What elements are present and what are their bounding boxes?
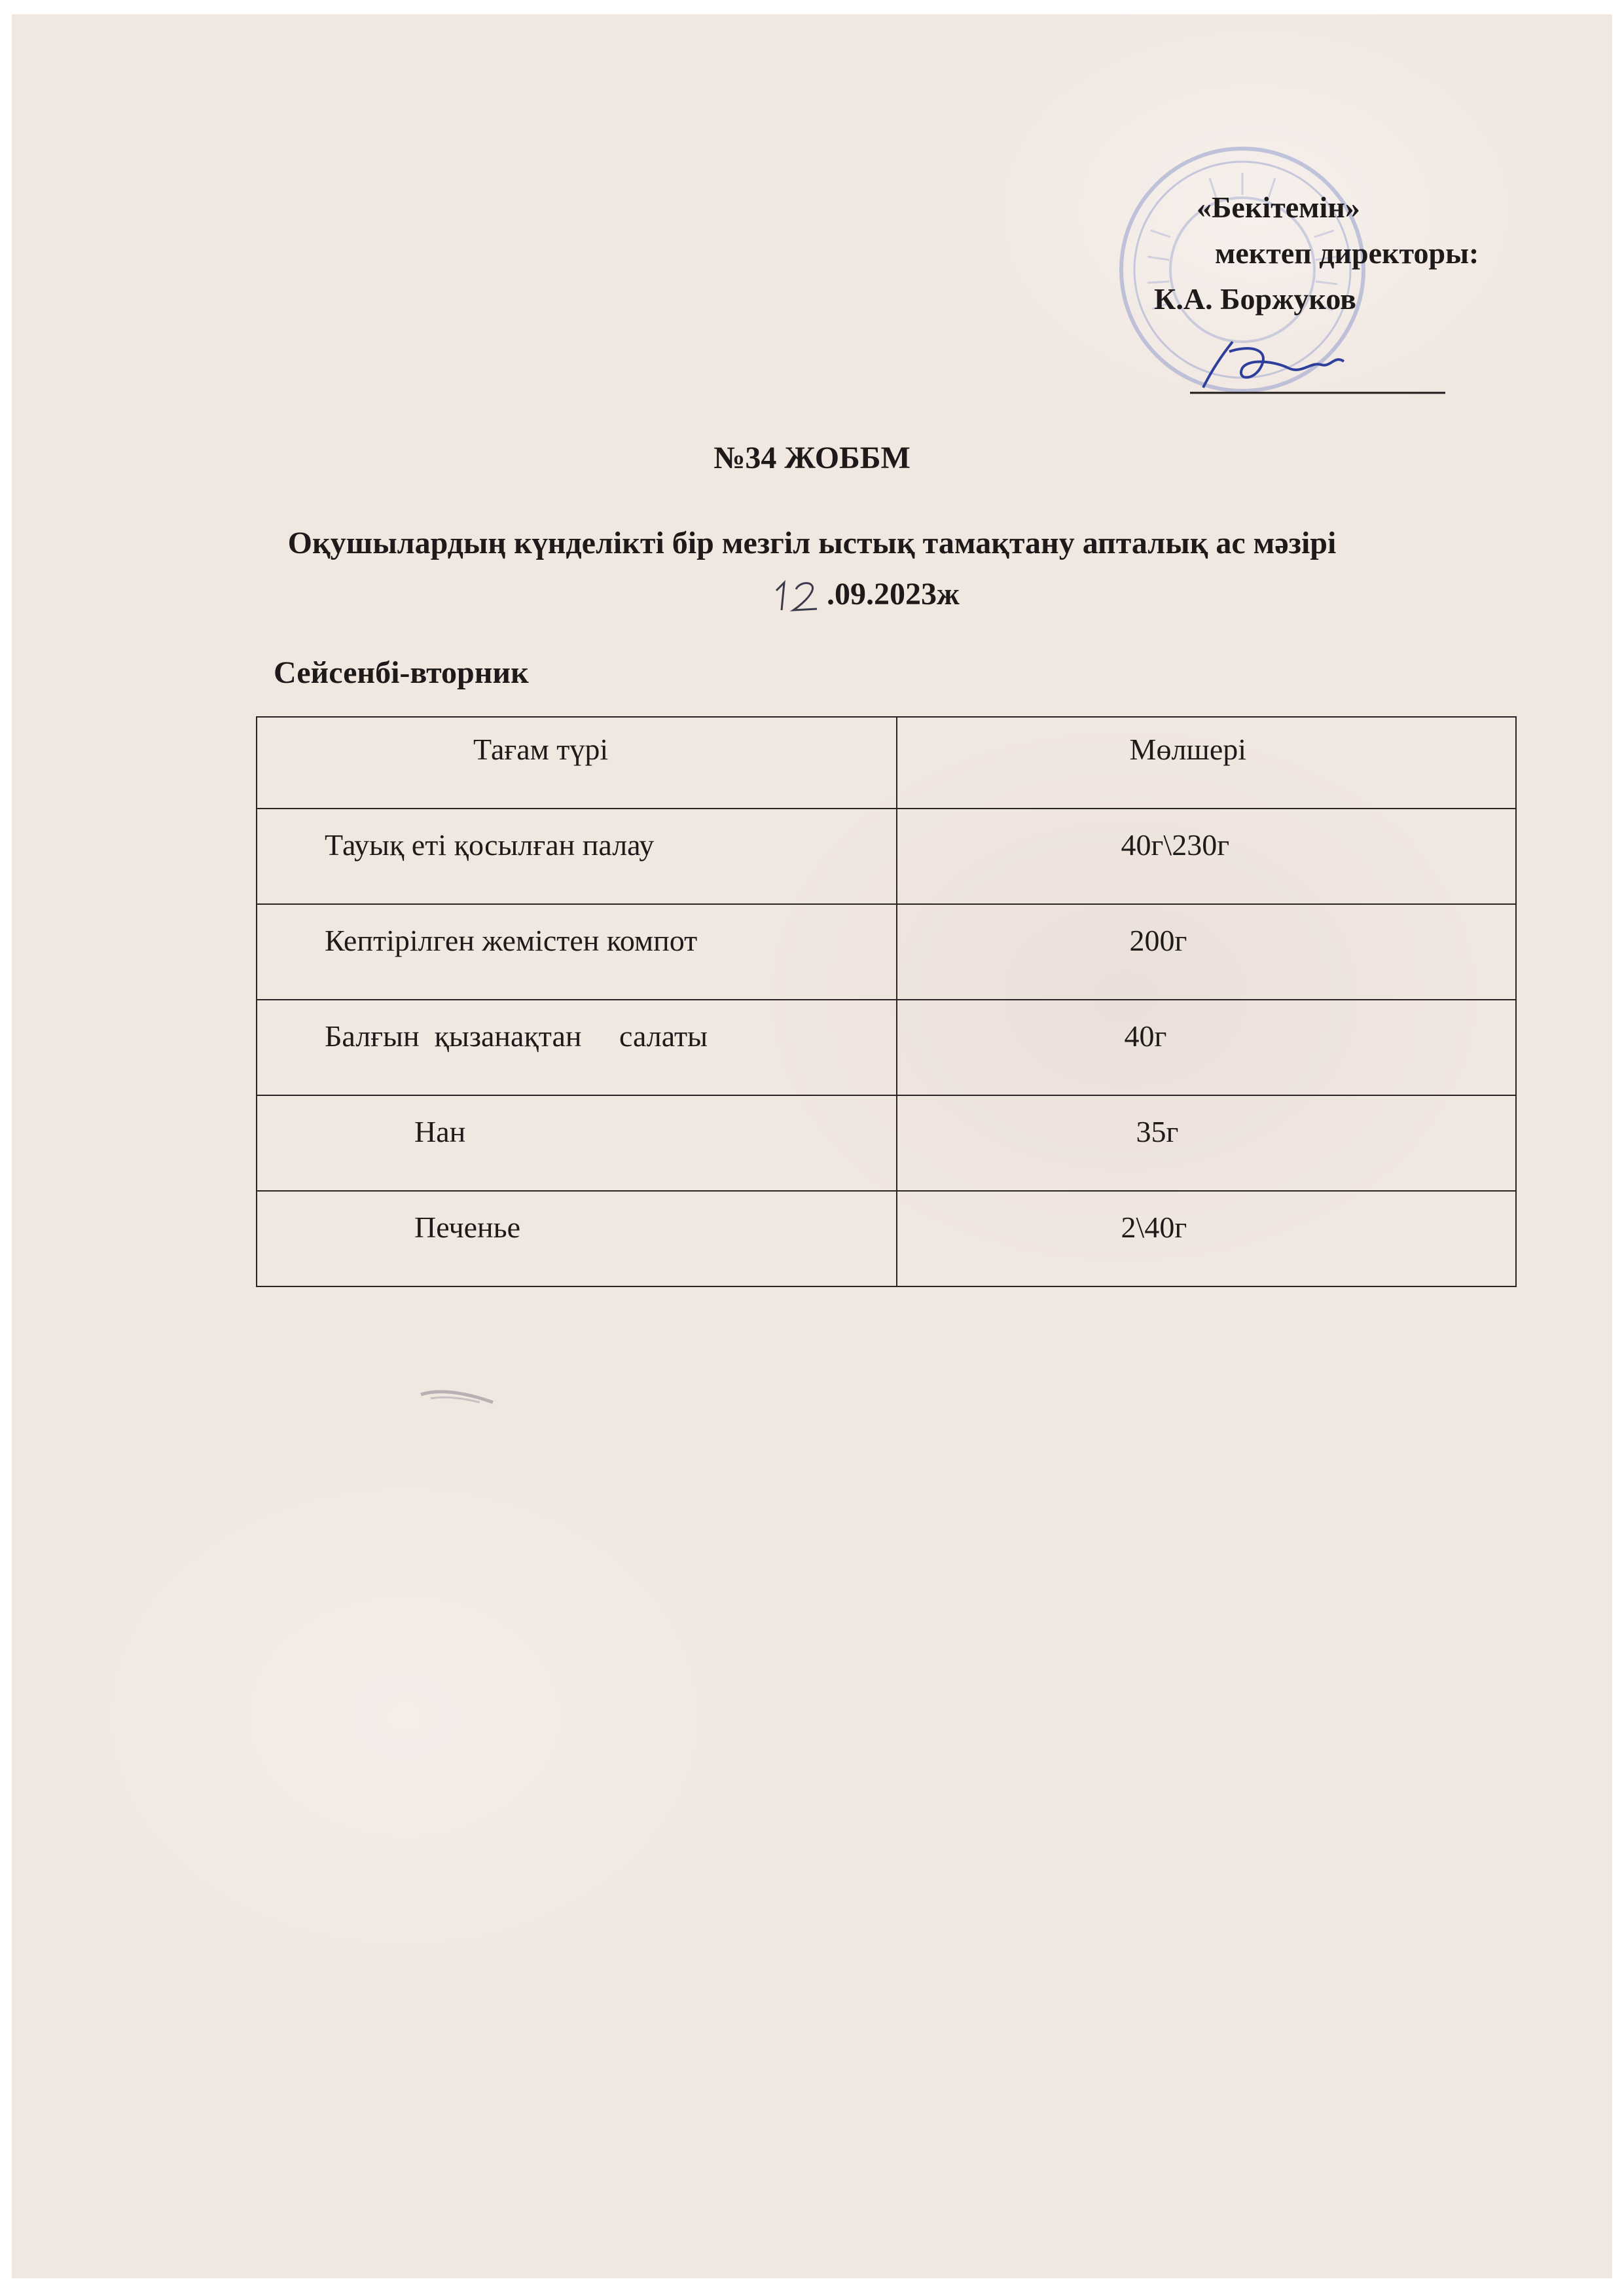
ink-smudge-icon xyxy=(418,1383,496,1409)
dish-amount: 200г xyxy=(897,904,1516,1000)
table-row xyxy=(257,1095,1516,1191)
menu-date: .09.2023ж xyxy=(827,577,960,611)
dish-amount: 40г\230г xyxy=(897,809,1516,904)
table-row xyxy=(257,1000,1516,1095)
menu-table xyxy=(256,716,1517,1287)
approval-line-position: мектеп директоры: xyxy=(1215,236,1479,270)
dish-amount: 2\40г xyxy=(897,1191,1516,1286)
dish-name: Нан xyxy=(257,1095,897,1191)
menu-title: Оқушылардың күнделікті бір мезгіл ыстық тамақтану апталық ас мәзірі xyxy=(287,526,1337,560)
table-row xyxy=(257,904,1516,1000)
handwritten-day-number-icon xyxy=(765,576,830,615)
handwritten-signature-icon xyxy=(1164,329,1452,401)
approval-line-approved: «Бекітемін» xyxy=(1197,191,1360,224)
dish-name: Кептірілген жемістен компот xyxy=(257,904,897,1000)
dish-amount: 35г xyxy=(897,1095,1516,1191)
column-header-dish-type: Тағам түрі xyxy=(257,717,897,809)
table-header-row xyxy=(257,717,1516,809)
column-header-amount: Мөлшері xyxy=(897,717,1516,809)
table-row xyxy=(257,1191,1516,1286)
table-row xyxy=(257,809,1516,904)
dish-amount: 40г xyxy=(897,1000,1516,1095)
dish-name: Балғын қызанақтан салаты xyxy=(257,1000,897,1095)
dish-name: Тауық еті қосылған палау xyxy=(257,809,897,904)
day-label: Сейсенбі-вторник xyxy=(274,655,529,690)
school-name: №34 ЖОББМ xyxy=(713,441,911,475)
approval-line-director-name: К.А. Боржуков xyxy=(1154,282,1357,316)
document-page xyxy=(12,14,1612,2278)
dish-name: Печенье xyxy=(257,1191,897,1286)
